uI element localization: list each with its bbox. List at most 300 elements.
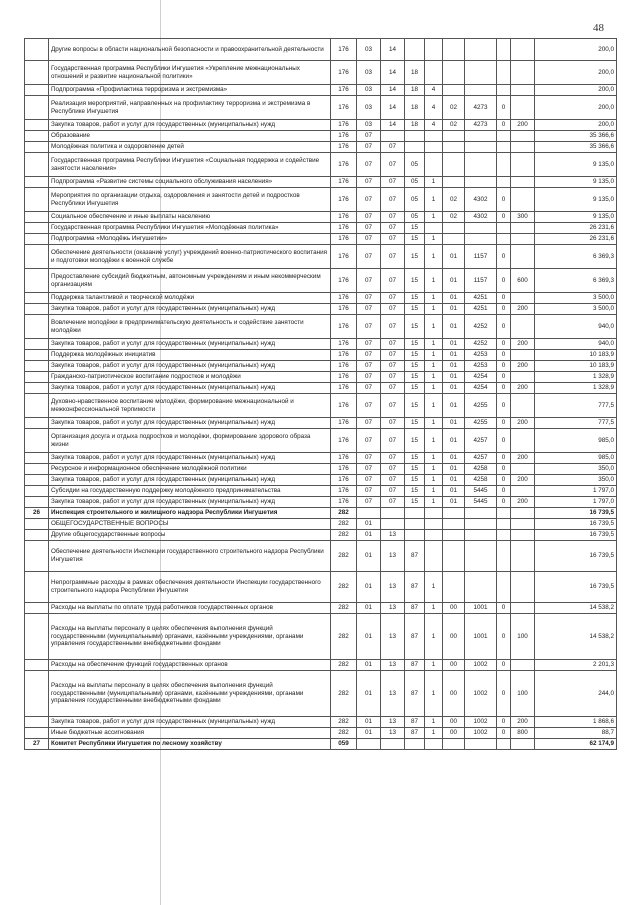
code-grbs: 176 (331, 464, 357, 475)
code-direction: 4273 (465, 96, 497, 120)
code-subsection: 13 (381, 717, 405, 728)
code-expense-type: 300 (511, 212, 535, 223)
code-direction (465, 61, 497, 85)
code-subprogram (425, 739, 443, 750)
row-name: Закупка товаров, работ и услуг для государственных (муниципальных) нужд (49, 475, 331, 486)
row-number (25, 453, 49, 464)
code-activity (443, 153, 465, 177)
row-number (25, 497, 49, 508)
row-number (25, 728, 49, 739)
code-subprogram: 1 (425, 350, 443, 361)
row-name: Другие вопросы в области национальной безопасности и правоохранительной деятельности (49, 39, 331, 61)
row-number (25, 177, 49, 188)
code-program: 05 (405, 153, 425, 177)
code-subsection: 07 (381, 350, 405, 361)
code-subsection: 07 (381, 429, 405, 453)
code-grbs: 282 (331, 660, 357, 671)
row-amount: 985,0 (535, 453, 617, 464)
code-activity: 01 (443, 245, 465, 269)
row-number (25, 131, 49, 142)
row-name: Другие общегосударственные вопросы (49, 530, 331, 541)
code-expense-type (511, 508, 535, 519)
code-subprogram (425, 508, 443, 519)
code-direction: 1157 (465, 245, 497, 269)
table-row (25, 486, 617, 497)
code-expense-type: 200 (511, 717, 535, 728)
code-expense-type (511, 245, 535, 269)
code-section: 07 (357, 394, 381, 418)
row-name: Поддержка молодёжных инициатив (49, 350, 331, 361)
code-section: 07 (357, 372, 381, 383)
code-section: 01 (357, 660, 381, 671)
code-subsection: 07 (381, 245, 405, 269)
code-subsection (381, 739, 405, 750)
code-expense-type: 200 (511, 383, 535, 394)
row-number (25, 614, 49, 660)
code-direction (465, 739, 497, 750)
code-grbs: 282 (331, 530, 357, 541)
code-direction: 5445 (465, 486, 497, 497)
code-suffix: 0 (497, 293, 511, 304)
table-row (25, 739, 617, 750)
code-subprogram (425, 519, 443, 530)
code-suffix: 0 (497, 717, 511, 728)
table-row (25, 383, 617, 394)
row-name: Расходы на выплаты персоналу в целях обеспечения выполнения функций государственными (муниципальными) органами, казёнными учреждениями, органами управления государственными внебюджетными фондами (49, 614, 331, 660)
code-grbs: 176 (331, 339, 357, 350)
code-activity (443, 131, 465, 142)
code-suffix: 0 (497, 660, 511, 671)
row-number (25, 223, 49, 234)
code-subprogram (425, 541, 443, 572)
code-section: 07 (357, 131, 381, 142)
code-activity (443, 223, 465, 234)
code-program (405, 519, 425, 530)
code-subprogram (425, 61, 443, 85)
code-grbs: 176 (331, 418, 357, 429)
code-direction (465, 541, 497, 572)
code-program: 87 (405, 603, 425, 614)
code-activity (443, 519, 465, 530)
code-expense-type (511, 142, 535, 153)
code-activity (443, 142, 465, 153)
code-activity: 01 (443, 315, 465, 339)
code-suffix: 0 (497, 486, 511, 497)
code-grbs: 282 (331, 717, 357, 728)
row-amount: 62 174,9 (535, 739, 617, 750)
page-number: 48 (593, 22, 604, 34)
code-subprogram (425, 530, 443, 541)
code-section: 07 (357, 464, 381, 475)
code-grbs: 176 (331, 383, 357, 394)
code-expense-type: 200 (511, 497, 535, 508)
code-subsection: 13 (381, 660, 405, 671)
code-suffix: 0 (497, 671, 511, 717)
code-expense-type (511, 530, 535, 541)
code-direction: 1001 (465, 603, 497, 614)
code-subsection: 07 (381, 153, 405, 177)
code-expense-type (511, 350, 535, 361)
row-amount: 350,0 (535, 464, 617, 475)
row-name: Закупка товаров, работ и услуг для государственных (муниципальных) нужд (49, 383, 331, 394)
code-expense-type (511, 486, 535, 497)
code-program: 15 (405, 372, 425, 383)
code-direction (465, 508, 497, 519)
code-expense-type (511, 519, 535, 530)
table-row (25, 519, 617, 530)
row-number (25, 603, 49, 614)
table-row (25, 223, 617, 234)
row-number (25, 339, 49, 350)
row-amount: 200,0 (535, 85, 617, 96)
code-subprogram: 1 (425, 188, 443, 212)
code-activity: 00 (443, 614, 465, 660)
code-subsection (381, 508, 405, 519)
row-amount: 88,7 (535, 728, 617, 739)
code-section: 01 (357, 603, 381, 614)
code-suffix (497, 39, 511, 61)
code-grbs: 176 (331, 153, 357, 177)
row-number (25, 475, 49, 486)
code-expense-type (511, 177, 535, 188)
code-grbs: 282 (331, 728, 357, 739)
code-program: 15 (405, 429, 425, 453)
code-expense-type (511, 39, 535, 61)
code-expense-type (511, 293, 535, 304)
code-subsection: 07 (381, 142, 405, 153)
code-suffix: 0 (497, 475, 511, 486)
row-amount: 14 538,2 (535, 603, 617, 614)
code-activity: 01 (443, 339, 465, 350)
code-subprogram: 1 (425, 660, 443, 671)
code-activity: 02 (443, 188, 465, 212)
code-suffix: 0 (497, 464, 511, 475)
table-row (25, 475, 617, 486)
table-row (25, 293, 617, 304)
table-row (25, 508, 617, 519)
code-program: 18 (405, 120, 425, 131)
code-direction: 1001 (465, 614, 497, 660)
code-suffix: 0 (497, 361, 511, 372)
code-section: 01 (357, 614, 381, 660)
code-subsection: 07 (381, 372, 405, 383)
row-name: Расходы на обеспечение функций государственных органов (49, 660, 331, 671)
code-subsection: 07 (381, 315, 405, 339)
code-program: 15 (405, 245, 425, 269)
code-section: 07 (357, 177, 381, 188)
code-program: 87 (405, 614, 425, 660)
row-amount: 200,0 (535, 96, 617, 120)
code-subprogram (425, 223, 443, 234)
row-amount: 940,0 (535, 339, 617, 350)
code-expense-type: 600 (511, 269, 535, 293)
code-grbs: 282 (331, 508, 357, 519)
row-name: Закупка товаров, работ и услуг для государственных (муниципальных) нужд (49, 453, 331, 464)
code-direction: 4302 (465, 212, 497, 223)
code-activity: 00 (443, 660, 465, 671)
row-name: Поддержка талантливой и творческой молодёжи (49, 293, 331, 304)
code-suffix (497, 131, 511, 142)
code-direction: 4254 (465, 372, 497, 383)
code-section: 07 (357, 429, 381, 453)
code-grbs: 176 (331, 350, 357, 361)
code-activity: 00 (443, 728, 465, 739)
code-direction: 4251 (465, 304, 497, 315)
code-subprogram: 1 (425, 245, 443, 269)
code-direction: 1002 (465, 660, 497, 671)
code-grbs: 176 (331, 142, 357, 153)
code-direction (465, 177, 497, 188)
code-program: 05 (405, 177, 425, 188)
code-suffix (497, 519, 511, 530)
code-activity (443, 541, 465, 572)
row-name: Расходы на выплаты по оплате труда работников государственных органов (49, 603, 331, 614)
row-amount: 244,0 (535, 671, 617, 717)
code-section (357, 739, 381, 750)
row-name: Закупка товаров, работ и услуг для государственных (муниципальных) нужд (49, 304, 331, 315)
row-name: Социальное обеспечение и иные выплаты населению (49, 212, 331, 223)
code-activity: 01 (443, 293, 465, 304)
code-grbs: 176 (331, 429, 357, 453)
code-expense-type (511, 394, 535, 418)
code-activity: 01 (443, 350, 465, 361)
code-direction (465, 142, 497, 153)
code-suffix (497, 739, 511, 750)
code-program: 15 (405, 497, 425, 508)
code-expense-type (511, 572, 535, 603)
row-name: Вовлечение молодёжи в предпринимательскую деятельность и содействие занятости молодёжи (49, 315, 331, 339)
code-subsection: 07 (381, 383, 405, 394)
code-grbs: 176 (331, 361, 357, 372)
code-activity (443, 739, 465, 750)
code-expense-type: 200 (511, 453, 535, 464)
code-subprogram: 1 (425, 614, 443, 660)
code-section: 07 (357, 223, 381, 234)
budget-table (24, 38, 617, 750)
code-expense-type (511, 223, 535, 234)
row-number (25, 61, 49, 85)
code-subprogram: 1 (425, 361, 443, 372)
row-name: Расходы на выплаты персоналу в целях обеспечения выполнения функций государственными (муниципальными) органами, казёнными учреждениями, органами управления государственными внебюджетными фондами (49, 671, 331, 717)
code-subsection: 07 (381, 269, 405, 293)
code-grbs: 176 (331, 96, 357, 120)
code-activity: 01 (443, 497, 465, 508)
code-suffix: 0 (497, 339, 511, 350)
row-amount: 16 739,5 (535, 530, 617, 541)
code-grbs: 176 (331, 293, 357, 304)
row-amount: 16 739,5 (535, 572, 617, 603)
table-row (25, 614, 617, 660)
table-row (25, 361, 617, 372)
code-subprogram: 1 (425, 429, 443, 453)
code-subsection: 07 (381, 475, 405, 486)
row-amount: 1 328,9 (535, 383, 617, 394)
code-direction: 1002 (465, 728, 497, 739)
row-name: Духовно-нравственное воспитание молодёжи, формирование межнациональной и межконфессиональной терпимости (49, 394, 331, 418)
row-number (25, 304, 49, 315)
code-program: 15 (405, 486, 425, 497)
code-direction (465, 530, 497, 541)
code-section: 01 (357, 519, 381, 530)
row-number (25, 120, 49, 131)
code-expense-type: 200 (511, 361, 535, 372)
code-suffix: 0 (497, 453, 511, 464)
code-activity (443, 39, 465, 61)
code-program (405, 142, 425, 153)
table-row (25, 394, 617, 418)
code-suffix (497, 61, 511, 85)
table-row (25, 728, 617, 739)
code-program: 87 (405, 717, 425, 728)
code-activity (443, 572, 465, 603)
row-amount: 1 797,0 (535, 497, 617, 508)
table-row (25, 177, 617, 188)
code-suffix (497, 234, 511, 245)
row-amount: 35 366,6 (535, 142, 617, 153)
row-name: Молодёжная политика и оздоровление детей (49, 142, 331, 153)
code-subprogram: 1 (425, 464, 443, 475)
code-suffix: 0 (497, 188, 511, 212)
code-subprogram: 1 (425, 394, 443, 418)
code-activity: 01 (443, 361, 465, 372)
code-suffix (497, 508, 511, 519)
code-direction: 4258 (465, 464, 497, 475)
row-number: 27 (25, 739, 49, 750)
code-subsection: 13 (381, 671, 405, 717)
code-section: 07 (357, 245, 381, 269)
row-name: Непрограммные расходы в рамках обеспечения деятельности Инспекции государственного строительного надзора Республики Ингушетия (49, 572, 331, 603)
code-grbs: 176 (331, 223, 357, 234)
row-name: Ресурсное и информационное обеспечение молодёжной политики (49, 464, 331, 475)
code-grbs: 176 (331, 269, 357, 293)
code-program: 87 (405, 541, 425, 572)
row-amount: 9 135,0 (535, 177, 617, 188)
row-amount: 3 500,0 (535, 304, 617, 315)
code-program: 15 (405, 464, 425, 475)
code-subprogram: 1 (425, 418, 443, 429)
code-section: 07 (357, 269, 381, 293)
row-number (25, 85, 49, 96)
code-activity: 01 (443, 475, 465, 486)
code-expense-type (511, 131, 535, 142)
code-suffix: 0 (497, 429, 511, 453)
row-number (25, 418, 49, 429)
row-amount: 9 135,0 (535, 153, 617, 177)
code-activity: 01 (443, 453, 465, 464)
code-program: 15 (405, 304, 425, 315)
row-number (25, 394, 49, 418)
code-activity (443, 177, 465, 188)
row-amount: 9 135,0 (535, 188, 617, 212)
code-direction (465, 572, 497, 603)
code-grbs: 176 (331, 497, 357, 508)
code-grbs: 282 (331, 541, 357, 572)
table-row (25, 603, 617, 614)
code-grbs: 176 (331, 177, 357, 188)
row-amount: 10 183,9 (535, 350, 617, 361)
code-activity: 02 (443, 120, 465, 131)
code-direction (465, 234, 497, 245)
code-subsection: 07 (381, 177, 405, 188)
code-grbs: 176 (331, 188, 357, 212)
code-section: 07 (357, 153, 381, 177)
code-suffix (497, 85, 511, 96)
code-subsection (381, 131, 405, 142)
code-program (405, 739, 425, 750)
table-row (25, 453, 617, 464)
row-name: Обеспечение деятельности (оказание услуг) учреждений военно-патриотического воспитания и подготовки молодёжи к военной службе (49, 245, 331, 269)
code-subsection: 14 (381, 39, 405, 61)
code-grbs: 176 (331, 234, 357, 245)
code-expense-type: 200 (511, 120, 535, 131)
code-direction: 1002 (465, 671, 497, 717)
code-subsection: 07 (381, 486, 405, 497)
code-expense-type (511, 188, 535, 212)
row-number (25, 372, 49, 383)
row-name: Закупка товаров, работ и услуг для государственных (муниципальных) нужд (49, 339, 331, 350)
code-section: 01 (357, 728, 381, 739)
code-program: 15 (405, 350, 425, 361)
row-number (25, 153, 49, 177)
code-expense-type (511, 234, 535, 245)
table-row (25, 660, 617, 671)
code-direction (465, 519, 497, 530)
code-grbs: 176 (331, 315, 357, 339)
code-expense-type: 800 (511, 728, 535, 739)
code-direction: 4252 (465, 339, 497, 350)
table-row (25, 142, 617, 153)
code-subprogram: 4 (425, 120, 443, 131)
table-row (25, 188, 617, 212)
code-section: 07 (357, 304, 381, 315)
code-subprogram (425, 153, 443, 177)
row-amount: 16 739,5 (535, 519, 617, 530)
code-subsection: 14 (381, 96, 405, 120)
code-suffix: 0 (497, 418, 511, 429)
code-program: 05 (405, 212, 425, 223)
row-name: Образование (49, 131, 331, 142)
row-number (25, 142, 49, 153)
code-section: 07 (357, 188, 381, 212)
code-section: 07 (357, 293, 381, 304)
code-activity (443, 85, 465, 96)
row-amount: 10 183,9 (535, 361, 617, 372)
code-program: 15 (405, 269, 425, 293)
code-subsection: 07 (381, 188, 405, 212)
table-row (25, 530, 617, 541)
code-expense-type (511, 153, 535, 177)
code-expense-type (511, 61, 535, 85)
row-amount: 16 739,5 (535, 508, 617, 519)
code-grbs: 176 (331, 131, 357, 142)
code-expense-type (511, 372, 535, 383)
row-amount: 6 369,3 (535, 269, 617, 293)
code-activity: 01 (443, 372, 465, 383)
row-amount: 1 868,6 (535, 717, 617, 728)
code-program (405, 39, 425, 61)
row-name: Предоставление субсидий бюджетным, автономным учреждениям и иным некоммерческим организациям (49, 269, 331, 293)
code-section: 07 (357, 142, 381, 153)
row-number (25, 212, 49, 223)
row-name: Закупка товаров, работ и услуг для государственных (муниципальных) нужд (49, 497, 331, 508)
table-row (25, 350, 617, 361)
row-number (25, 429, 49, 453)
row-amount: 200,0 (535, 120, 617, 131)
code-grbs: 282 (331, 519, 357, 530)
code-expense-type: 200 (511, 304, 535, 315)
code-subsection: 14 (381, 85, 405, 96)
row-name: Государственная программа Республики Ингушетия «Социальная поддержка и содействие занятости населения» (49, 153, 331, 177)
